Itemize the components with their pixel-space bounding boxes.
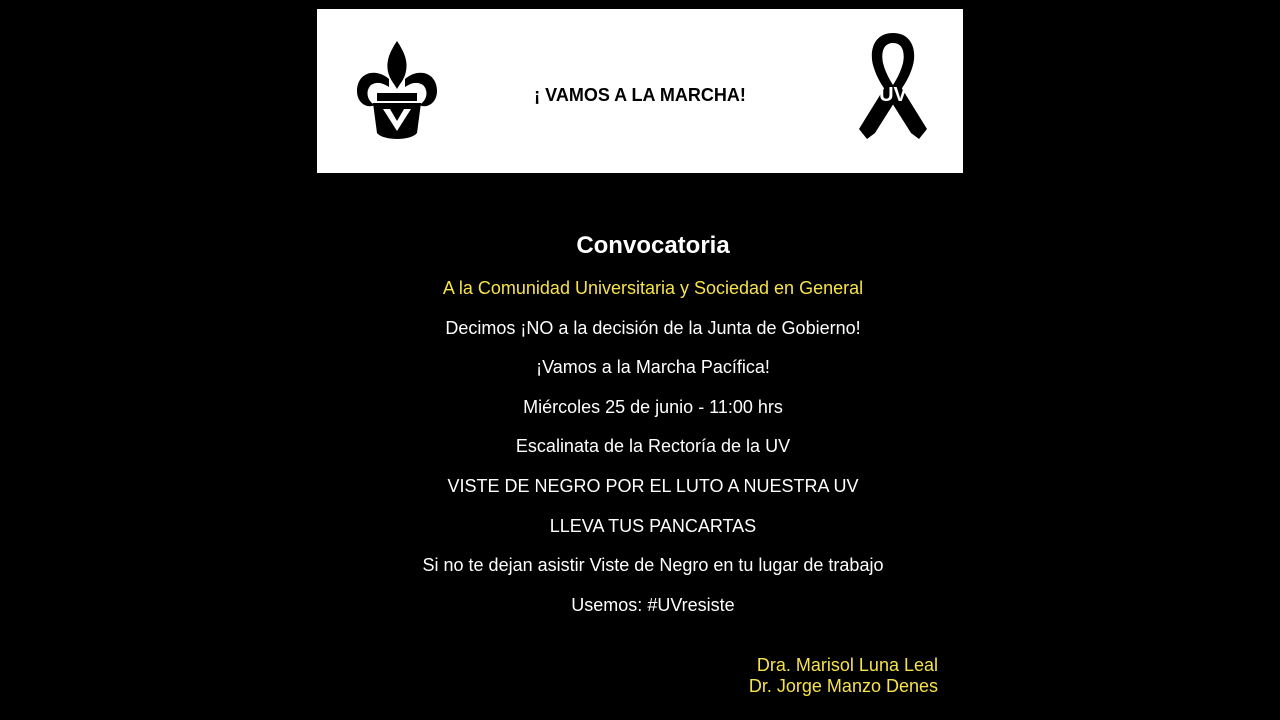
announcement-line: Si no te dejan asistir Viste de Negro en tu lugar de trabajo (422, 555, 884, 576)
announcement-body (0, 232, 1280, 633)
mourning-ribbon-icon (855, 29, 931, 143)
signers (749, 655, 938, 697)
banner-title: ¡ VAMOS A LA MARCHA! (534, 85, 746, 105)
announcement-line: Decimos ¡NO a la decisión de la Junta de Gobierno! (445, 317, 861, 338)
announcement-line: Usemos: #UVresiste (571, 594, 735, 615)
announcement-line: Escalinata de la Rectoría de la UV (515, 436, 791, 457)
announcement-line: Miércoles 25 de junio - 11:00 hrs (523, 396, 783, 417)
announcement-line: ¡Vamos a la Marcha Pacífica! (536, 357, 770, 378)
signer-name: Dr. Jorge Manzo Denes (748, 676, 938, 696)
audience-line: A la Comunidad Universitaria y Sociedad en General (442, 278, 864, 298)
announcement-line: LLEVA TUS PANCARTAS (549, 515, 757, 536)
ribbon-label: UV (879, 84, 907, 106)
signer-name: Dra. Marisol Luna Leal (756, 655, 938, 675)
page-title: Convocatoria (576, 232, 730, 259)
header-banner (317, 9, 963, 173)
announcement-line: VISTE DE NEGRO POR EL LUTO A NUESTRA UV (447, 475, 859, 496)
